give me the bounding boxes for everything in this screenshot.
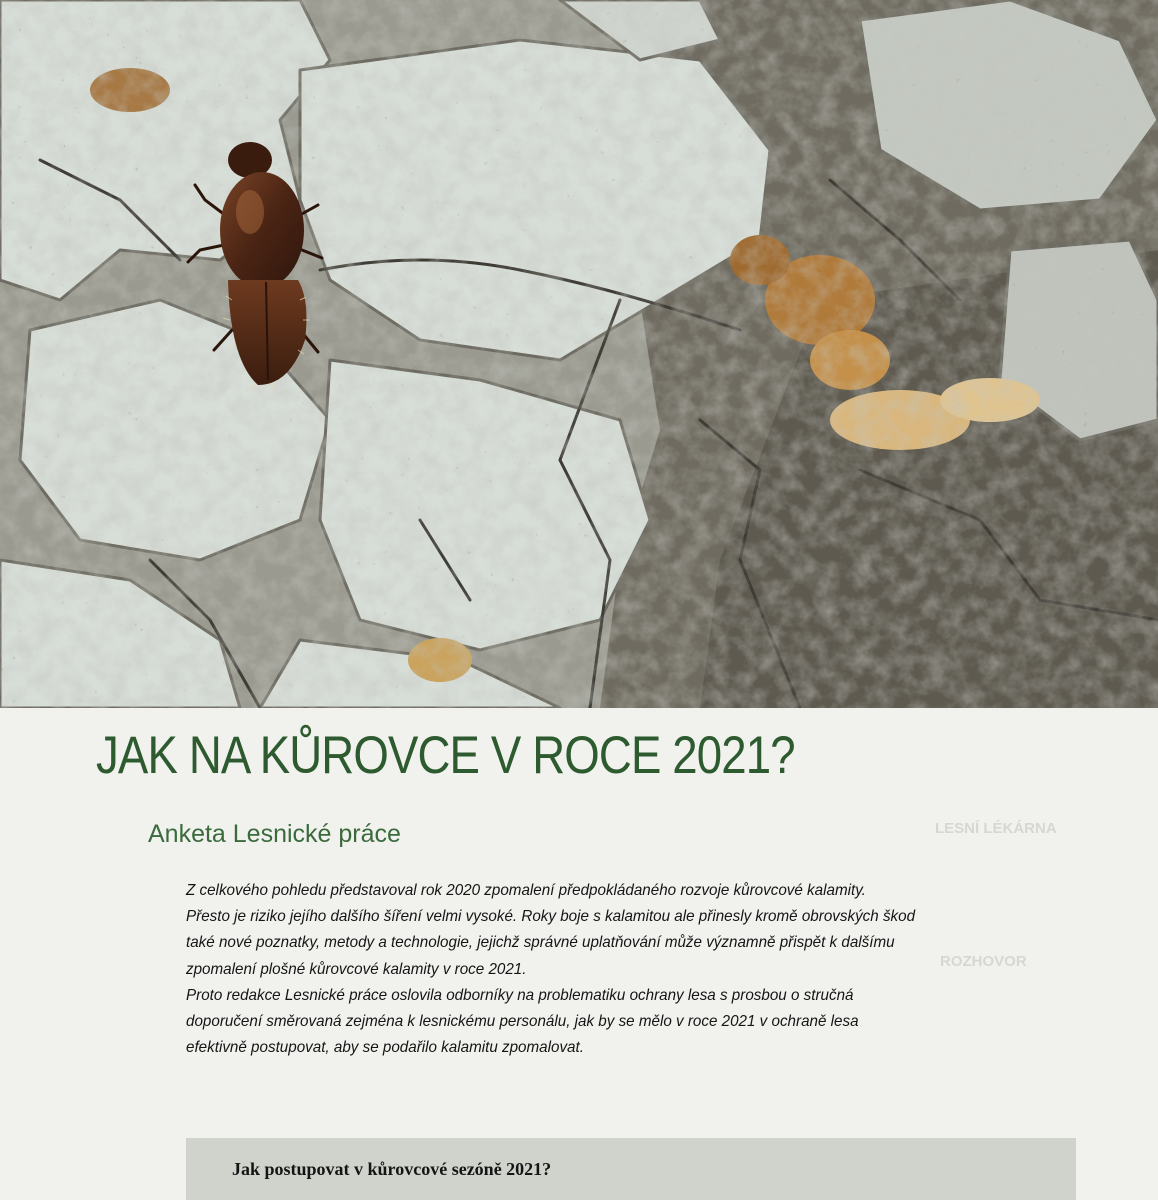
lead-line: zpomalení plošné kůrovcové kalamity v roce 2021. [186,960,527,978]
lead-line: efektivně postupovat, aby se podařilo kalamitu zpomalovat. [186,1039,584,1057]
lead-line: Přesto je riziko jejího dalšího šíření velmi vysoké. Roky boje s kalamitou ale přinesly kromě obrovských škod [186,908,916,926]
lead-line: doporučení směrovaná zejména k lesnickému personálu, jak by se mělo v roce 2021 v ochraně lesa [186,1013,859,1031]
question-box [186,1138,1076,1200]
bleed-heading-rozhovor: ROZHOVOR [940,953,1027,970]
article-title: JAK NA KŮROVCE V ROCE 2021? [96,726,795,785]
lead-line: Z celkového pohledu představoval rok 2020 zpomalení předpokládaného rozvoje kůrovcové kalamity. [186,882,866,899]
lead-line: Proto redakce Lesnické práce oslovila odborníky na problematiku ochrany lesa s prosbou o stručná [186,986,854,1004]
question-heading: Jak postupovat v kůrovcové sezóně 2021? [232,1159,552,1179]
lead-line: také nové poznatky, metody a technologie, jejichž správné uplatňování může významně přispět k dalšímu [186,934,895,952]
article-lead [186,878,1036,1061]
article-subtitle: Anketa Lesnické práce [148,820,401,848]
bleed-heading-lesni-lekarna: LESNÍ LÉKÁRNA [935,820,1057,837]
